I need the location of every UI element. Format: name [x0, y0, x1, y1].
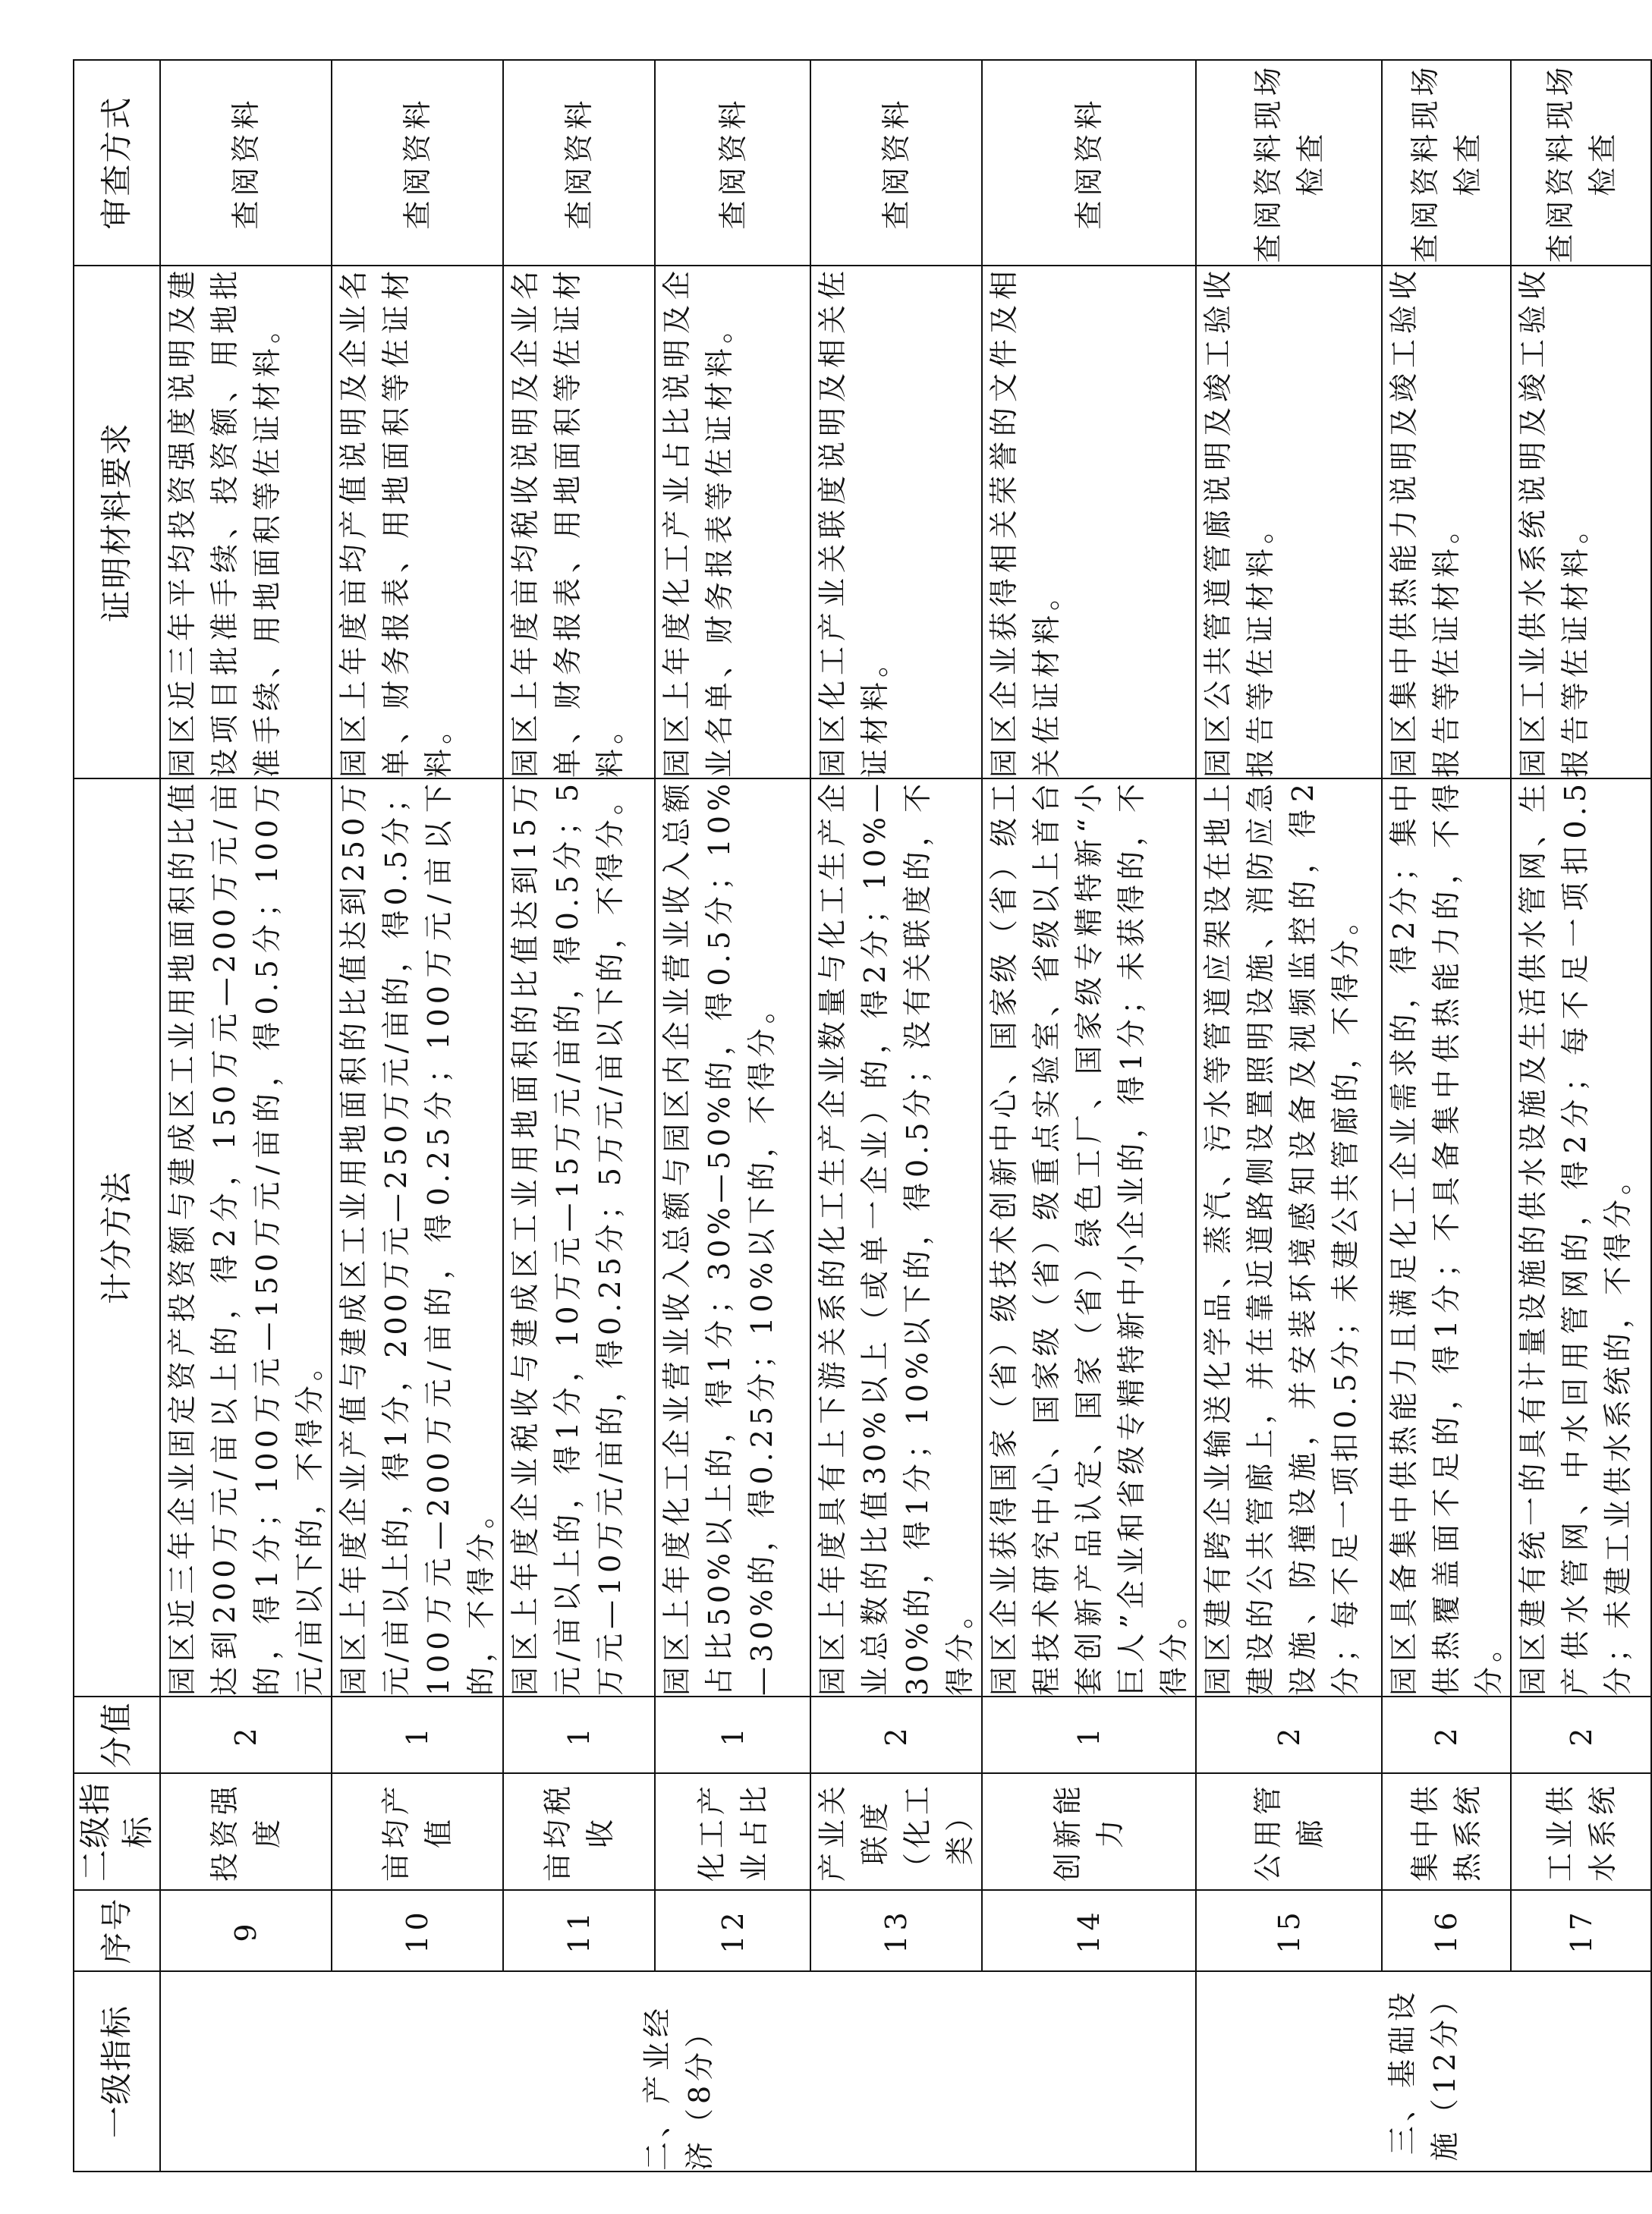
table-row	[655, 60, 810, 2172]
row-no: 15	[1196, 1890, 1382, 1971]
row-method: 园区上年度具有上下游关系的化工生产企业数量与化工生产企业总数的比值30%以上（或单一企业）的，得2分；10%—30%的，得1分；10%以下的，得0.5分；没有关联度的，不得分。	[810, 778, 982, 1697]
row-score: 1	[655, 1697, 810, 1773]
row-no: 16	[1382, 1890, 1511, 1971]
row-score: 1	[332, 1697, 503, 1773]
header-evidence: 证明材料要求	[74, 266, 160, 778]
row-evidence: 园区集中供热能力说明及竣工验收报告等佐证材料。	[1382, 266, 1511, 778]
row-evidence: 园区上年度亩均产值说明及企业名单、财务报表、用地面积等佐证材料。	[332, 266, 503, 778]
header-score: 分值	[74, 1697, 160, 1773]
table-row	[982, 60, 1196, 2172]
row-indicator: 创新能力	[982, 1773, 1196, 1890]
row-method: 园区建有统一的具有计量设施的供水设施及生活供水管网、生产供水管网、中水回用管网的，得2分；每不足一项扣0.5分；未建工业供水系统的，不得分。	[1511, 778, 1651, 1697]
row-evidence: 园区企业获得相关荣誉的文件及相关佐证材料。	[982, 266, 1196, 778]
row-score: 2	[1382, 1697, 1511, 1773]
header-method: 计分方法	[74, 778, 160, 1697]
row-review: 查阅资料现场检查	[1196, 60, 1382, 266]
header-review: 审查方式	[74, 60, 160, 266]
row-no: 12	[655, 1890, 810, 1971]
row-review: 查阅资料	[503, 60, 655, 266]
evaluation-table	[73, 59, 1652, 2172]
table-row	[503, 60, 655, 2172]
row-score: 1	[503, 1697, 655, 1773]
row-method: 园区上年度企业税收与建成区工业用地面积的比值达到15万元/亩以上的，得1分，10万元—15万元/亩的，得0.5分；5万元—10万元/亩的，得0.25分；5万元/亩以下的，不得分。	[503, 778, 655, 1697]
row-method: 园区上年度企业产值与建成区工业用地面积的比值达到250万元/亩以上的，得1分，200万元—250万元/亩的，得0.5分；100万元—200万元/亩的，得0.25分；100万元/亩以下的，不得分。	[332, 778, 503, 1697]
row-method: 园区近三年企业固定资产投资额与建成区工业用地面积的比值达到200万元/亩以上的，得2分，150万元—200万元/亩的，得1分；100万元—150万元/亩的，得0.5分；100万元/亩以下的，不得分。	[160, 778, 332, 1697]
table-row	[332, 60, 503, 2172]
row-evidence: 园区化工产业关联度说明及相关佐证材料。	[810, 266, 982, 778]
header-row	[74, 60, 160, 2172]
row-review: 查阅资料现场检查	[1511, 60, 1651, 266]
row-evidence: 园区上年度亩均税收说明及企业名单、财务报表、用地面积等佐证材料。	[503, 266, 655, 778]
row-review: 查阅资料	[655, 60, 810, 266]
row-review: 查阅资料	[160, 60, 332, 266]
row-no: 9	[160, 1890, 332, 1971]
row-method: 园区具备集中供热能力且满足化工企业需求的，得2分；集中供热覆盖面不足的，得1分；不具备集中供热能力的，不得分。	[1382, 778, 1511, 1697]
table-row	[160, 60, 332, 2172]
row-indicator: 工业供水系统	[1511, 1773, 1651, 1890]
row-evidence: 园区上年度化工产业占比说明及企业名单、财务报表等佐证材料。	[655, 266, 810, 778]
row-evidence: 园区工业供水系统说明及竣工验收报告等佐证材料。	[1511, 266, 1651, 778]
row-no: 17	[1511, 1890, 1651, 1971]
row-indicator: 投资强度	[160, 1773, 332, 1890]
row-score: 2	[1196, 1697, 1382, 1773]
row-review: 查阅资料现场检查	[1382, 60, 1511, 266]
row-review: 查阅资料	[810, 60, 982, 266]
row-no: 10	[332, 1890, 503, 1971]
group-infra: 三、基础设施（12分）	[1196, 1971, 1651, 2172]
row-indicator: 亩均税收	[503, 1773, 655, 1890]
table-row	[810, 60, 982, 2172]
row-method: 园区企业获得国家（省）级技术创新中心、国家级（省）级工程技术研究中心、国家级（省）级重点实验室、省级以上首台套创新产品认定、国家（省）绿色工厂、国家级专精特新“小巨人”企业和省级专精特新中小企业的，得1分；未获得的，不得分。	[982, 778, 1196, 1697]
row-method: 园区建有跨企业输送化学品、蒸汽、污水等管道应架设在地上建设的公共管廊上，并在靠近道路侧设置照明设施、消防应急设施、防撞设施，并安装环境感知设备及视频监控的，得2分；每不足一项扣0.5分；未建公共管廊的，不得分。	[1196, 778, 1382, 1697]
group-industry: 二、产业经济（8分）	[160, 1971, 1196, 2172]
row-no: 11	[503, 1890, 655, 1971]
row-review: 查阅资料	[332, 60, 503, 266]
table-row	[1511, 60, 1651, 2172]
row-indicator: 产业关联度（化工类）	[810, 1773, 982, 1890]
header-no: 序号	[74, 1890, 160, 1971]
row-score: 1	[982, 1697, 1196, 1773]
row-review: 查阅资料	[982, 60, 1196, 266]
row-indicator: 公用管廊	[1196, 1773, 1382, 1890]
rotated-page	[73, 61, 1635, 2172]
table-row	[1196, 60, 1382, 2172]
row-score: 2	[1511, 1697, 1651, 1773]
row-score: 2	[810, 1697, 982, 1773]
header-level2: 二级指标	[74, 1773, 160, 1890]
row-evidence: 园区近三年平均投资强度说明及建设项目批准手续、投资额、用地批准手续、用地面积等佐证材料。	[160, 266, 332, 778]
row-indicator: 亩均产值	[332, 1773, 503, 1890]
header-level1: 一级指标	[74, 1971, 160, 2172]
table-row	[1382, 60, 1511, 2172]
row-no: 13	[810, 1890, 982, 1971]
row-indicator: 化工产业占比	[655, 1773, 810, 1890]
row-indicator: 集中供热系统	[1382, 1773, 1511, 1890]
row-method: 园区上年度化工企业营业收入总额与园区内企业营业收入总额占比50%以上的，得1分；30%—50%的，得0.5分；10%—30%的，得0.25分；10%以下的，不得分。	[655, 778, 810, 1697]
row-no: 14	[982, 1890, 1196, 1971]
row-score: 2	[160, 1697, 332, 1773]
row-evidence: 园区公共管道管廊说明及竣工验收报告等佐证材料。	[1196, 266, 1382, 778]
